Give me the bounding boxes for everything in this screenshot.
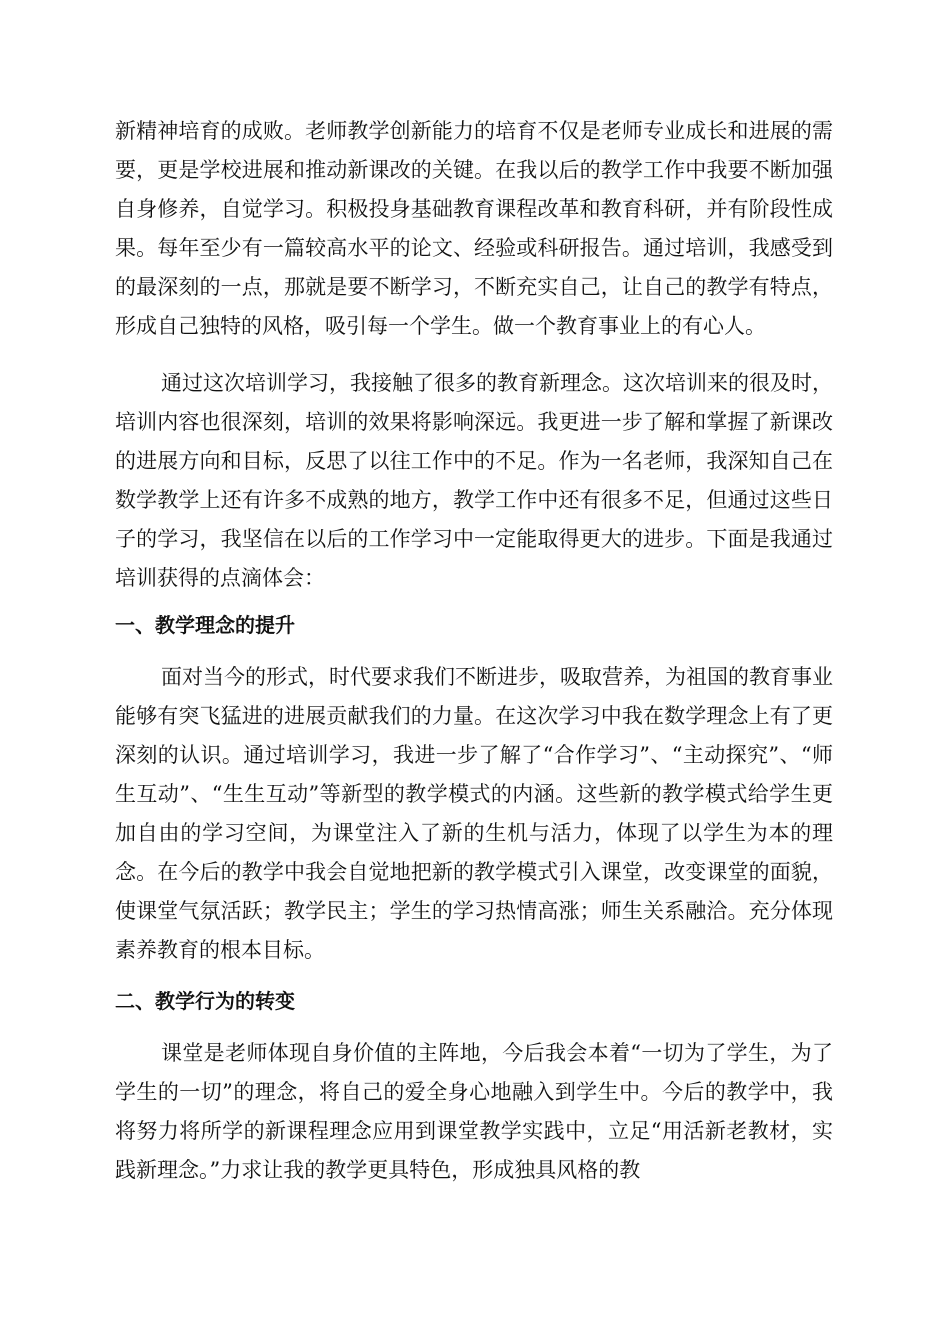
document-page bbox=[115, 112, 833, 1190]
paragraph-teaching-behavior: 课堂是老师体现自身价值的主阵地，今后我会本着“一切为了学生，为了学生的一切”的理念，将自己的爱全身心地融入到学生中。今后的教学中，我将努力将所学的新课程理念应用到课堂教学实践中，立足“用活新老教材，实践新理念。”力求让我的教学更具特色，形成独具风格的教 bbox=[115, 1041, 833, 1182]
section-heading-teaching-behavior: 二、教学行为的转变 bbox=[115, 989, 295, 1013]
section-heading-teaching-concept: 一、教学理念的提升 bbox=[115, 613, 295, 637]
paragraph-intro: 新精神培育的成败。老师教学创新能力的培育不仅是老师专业成长和进展的需要，更是学校进展和推动新课改的关键。在我以后的教学工作中我要不断加强自身修养，自觉学习。积极投身基础教育课程改革和教育科研，并有阶段性成果。每年至少有一篇较高水平的论文、经验或科研报告。通过培训，我感受到的最深刻的一点，那就是要不断学习，不断充实自己，让自己的教学有特点，形成自己独特的风格，吸引每一个学生。做一个教育事业上的有心人。 bbox=[115, 119, 833, 338]
paragraph-teaching-concept: 面对当今的形式，时代要求我们不断进步，吸取营养，为祖国的教育事业能够有突飞猛进的进展贡献我们的力量。在这次学习中我在数学理念上有了更深刻的认识。通过培训学习，我进一步了解了“合作学习”、“主动探究”、“师生互动”、“生生互动”等新型的教学模式的内涵。这些新的教学模式给学生更加自由的学习空间，为课堂注入了新的生机与活力，体现了以学生为本的理念。在今后的教学中我会自觉地把新的教学模式引入课堂，改变课堂的面貌，使课堂气氛活跃；教学民主；学生的学习热情高涨；师生关系融洽。充分体现素养教育的根本目标。 bbox=[115, 665, 833, 962]
paragraph-training: 通过这次培训学习，我接触了很多的教育新理念。这次培训来的很及时，培训内容也很深刻，培训的效果将影响深远。我更进一步了解和掌握了新课改的进展方向和目标，反思了以往工作中的不足。作为一名老师，我深知自己在数学教学上还有许多不成熟的地方，教学工作中还有很多不足，但通过这些日子的学习，我坚信在以后的工作学习中一定能取得更大的进步。下面是我通过培训获得的点滴体会： bbox=[115, 371, 833, 590]
